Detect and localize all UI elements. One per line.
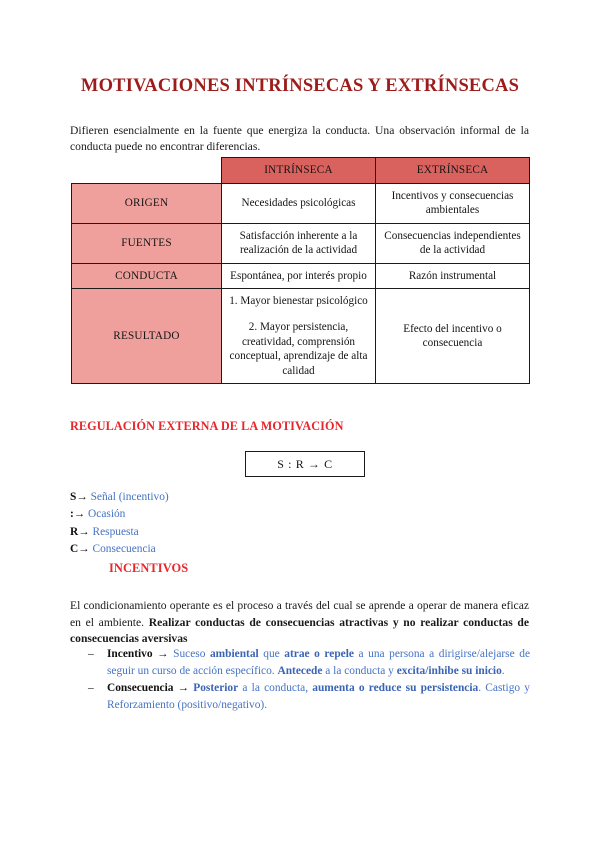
cell-fuentes-intrinseca: Satisfacción inherente a la realización de la actividad bbox=[222, 223, 376, 263]
cell-resultado-extrinseca: Efecto del incentivo o consecuencia bbox=[376, 289, 530, 384]
comparison-table-container bbox=[71, 157, 529, 384]
legend-item bbox=[70, 541, 330, 558]
table-row bbox=[72, 223, 530, 263]
row-label-fuentes: FUENTES bbox=[72, 223, 222, 263]
table-col-header-extrinseca: EXTRÍNSECA bbox=[376, 158, 530, 184]
legend-item bbox=[70, 506, 330, 523]
row-label-conducta: CONDUCTA bbox=[72, 263, 222, 289]
bullet-term: Consecuencia bbox=[107, 682, 174, 695]
cell-fuentes-extrinseca: Consecuencias independientes de la actividad bbox=[376, 223, 530, 263]
legend-value: Ocasión bbox=[88, 508, 126, 521]
arrow-icon: → bbox=[157, 648, 169, 660]
bullet-text-2: a la conducta, bbox=[238, 682, 313, 695]
arrow-icon: → bbox=[76, 491, 88, 503]
page-title: MOTIVACIONES INTRÍNSECAS Y EXTRÍNSECAS bbox=[80, 76, 520, 97]
cell-conducta-intrinseca: Espontánea, por interés propio bbox=[222, 263, 376, 289]
bullet-bold-2: atrae o repele bbox=[284, 648, 354, 660]
table-row bbox=[72, 263, 530, 289]
bullet-text-2: que bbox=[258, 648, 285, 660]
legend-key: C bbox=[70, 542, 79, 555]
list-item bbox=[86, 646, 530, 679]
resultado-item-2: 2. Mayor persistencia, creatividad, comprensión conceptual, aprendizaje de alta calidad bbox=[229, 320, 368, 377]
bullet-text-3: . Castigo y Reforzamiento (positivo/negativo). bbox=[107, 682, 531, 711]
intro-paragraph: Difieren esencialmente en la fuente que energiza la conducta. Una observación informal de la conducta puede no encontrar diferencias. bbox=[70, 123, 529, 154]
list-item bbox=[86, 680, 530, 713]
arrow-icon: → bbox=[177, 682, 190, 695]
bullet-term: Incentivo bbox=[107, 648, 153, 660]
legend-key: R bbox=[70, 525, 79, 538]
dash-bullet-icon: – bbox=[88, 648, 94, 660]
formula-box bbox=[245, 451, 365, 477]
formula-legend bbox=[70, 489, 330, 558]
paragraph-bold-text: Realizar conductas de consecuencias atractivas y no realizar conductas de consecuencias aversivas bbox=[70, 615, 529, 646]
dash-bullet-icon: – bbox=[88, 682, 94, 695]
row-label-resultado: RESULTADO bbox=[72, 289, 222, 384]
table-header-row bbox=[72, 158, 530, 184]
paragraph-plain-text: El condicionamiento operante es el proceso a través del cual se aprende a operar de manera eficaz en el ambiente. bbox=[70, 598, 529, 629]
legend-item bbox=[70, 524, 330, 541]
bullet-text-4: a la conducta y bbox=[322, 664, 397, 677]
resultado-item-1: 1. Mayor bienestar psicológico bbox=[229, 295, 368, 308]
incentivos-bullet-list bbox=[86, 646, 530, 714]
bullet-bold-4: excita/inhibe su inicio bbox=[396, 664, 502, 677]
bullet-text-3: a una persona a dirigirse/alejarse de seguir un curso de acción específico. bbox=[107, 648, 530, 677]
legend-value: Respuesta bbox=[92, 525, 139, 538]
bullet-bold-1: ambiental bbox=[209, 648, 259, 660]
table-row bbox=[72, 183, 530, 223]
table-corner-cell bbox=[72, 158, 222, 184]
arrow-icon: → bbox=[73, 508, 86, 521]
incentivos-paragraph bbox=[70, 598, 529, 649]
formula-text: S : R → C bbox=[277, 456, 333, 471]
cell-conducta-extrinseca: Razón instrumental bbox=[376, 263, 530, 289]
legend-item bbox=[70, 489, 330, 506]
bullet-text-5: . bbox=[501, 664, 505, 677]
table-col-header-intrinseca: INTRÍNSECA bbox=[222, 158, 376, 184]
comparison-table bbox=[71, 157, 530, 384]
section-heading-regulacion: REGULACIÓN EXTERNA DE LA MOTIVACIÓN bbox=[70, 419, 344, 433]
bullet-text-1: Suceso bbox=[173, 648, 210, 660]
arrow-icon: → bbox=[78, 542, 90, 555]
bullet-bold-1: Posterior bbox=[193, 682, 239, 695]
legend-key: S bbox=[70, 491, 77, 503]
bullet-bold-2: aumenta o reduce su persistencia bbox=[312, 682, 479, 695]
row-label-origen: ORIGEN bbox=[72, 183, 222, 223]
arrow-icon: → bbox=[78, 525, 90, 538]
bullet-bold-3: Antecede bbox=[277, 664, 323, 677]
cell-origen-extrinseca: Incentivos y consecuencias ambientales bbox=[376, 183, 530, 223]
legend-key: : bbox=[70, 508, 74, 521]
table-row bbox=[72, 289, 530, 384]
legend-value: Señal (incentivo) bbox=[90, 491, 169, 503]
section-heading-incentivos: INCENTIVOS bbox=[109, 561, 189, 575]
cell-origen-intrinseca: Necesidades psicológicas bbox=[222, 183, 376, 223]
cell-resultado-intrinseca bbox=[222, 289, 376, 384]
legend-value: Consecuencia bbox=[92, 542, 156, 555]
